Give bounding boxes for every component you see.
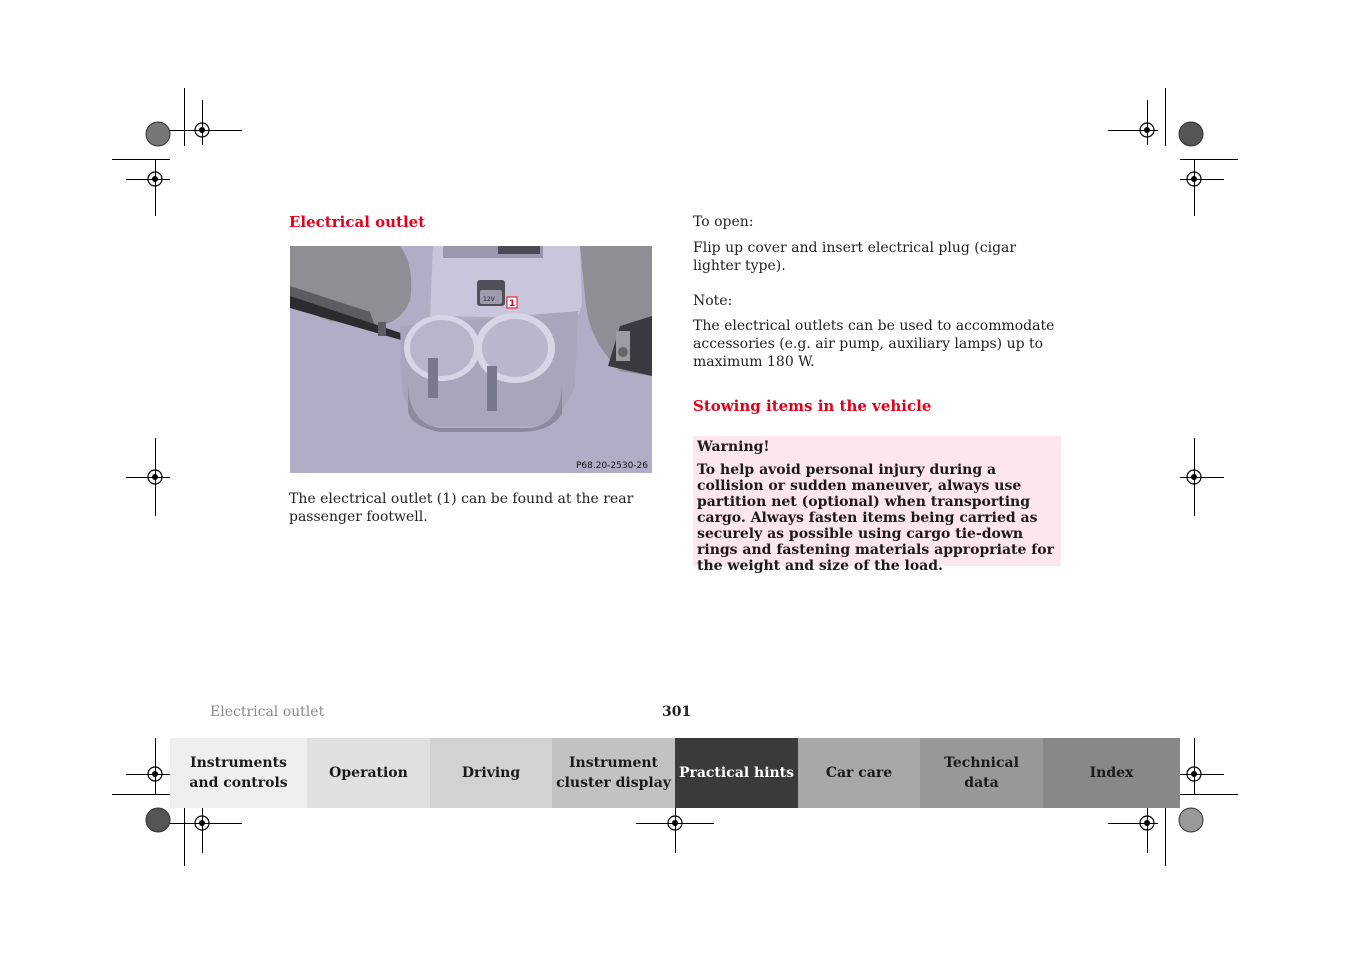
warning-box [693, 436, 1061, 574]
tab-label: Driving [461, 765, 521, 781]
tab-label: Practical hints [678, 765, 795, 781]
note-label: Note: [693, 293, 733, 309]
footer-section-title: Electrical outlet [210, 704, 325, 720]
tab-car-care[interactable] [798, 738, 920, 808]
warning-text: To help avoid personal injury during a collision or sudden maneuver, always use partition net (optional) when transporting cargo. Always fasten items being carried as securely as possible using cargo tie-down rings and fastening materials appropriate for the weight and size of the load. [697, 462, 1055, 574]
tab-index[interactable] [1043, 738, 1180, 808]
tab-operation[interactable] [307, 738, 430, 808]
tab-practical-hints[interactable] [675, 738, 798, 808]
to-open-text: Flip up cover and insert electrical plug (cigar lighter type). [693, 240, 1017, 274]
tab-label: Operation [329, 765, 408, 781]
section-heading-stowing: Stowing items in the vehicle [693, 397, 932, 415]
callout-1: 1 [509, 299, 516, 309]
tab-label: Technical data [944, 755, 1019, 791]
warning-title: Warning! [697, 439, 770, 455]
tab-label: Instrument cluster display [556, 755, 671, 791]
page-number: 301 [662, 704, 692, 720]
tab-label: Instruments and controls [189, 755, 288, 791]
console-cupholder-drawing [290, 246, 652, 473]
figure-code: P68.20-2530-26 [575, 461, 648, 471]
electrical-outlet-illustration [290, 246, 652, 473]
section-heading-electrical-outlet: Electrical outlet [289, 213, 426, 231]
caption-outlet-location: The electrical outlet (1) can be found at the rear passenger footwell. [289, 491, 634, 525]
note-text: The electrical outlets can be used to accommodate accessories (e.g. air pump, auxiliary lamps) up to maximum 180 W. [693, 318, 1055, 370]
tab-instruments-and-controls[interactable] [170, 738, 307, 808]
outlet-12v-label: 12V [483, 296, 495, 303]
tab-instrument-cluster-display[interactable] [552, 738, 675, 808]
to-open-label: To open: [693, 214, 754, 230]
tab-driving[interactable] [430, 738, 552, 808]
tab-technical-data[interactable] [920, 738, 1043, 808]
tab-label: Car care [825, 765, 893, 781]
chapter-nav [170, 738, 1180, 808]
tab-label: Index [1089, 765, 1134, 781]
